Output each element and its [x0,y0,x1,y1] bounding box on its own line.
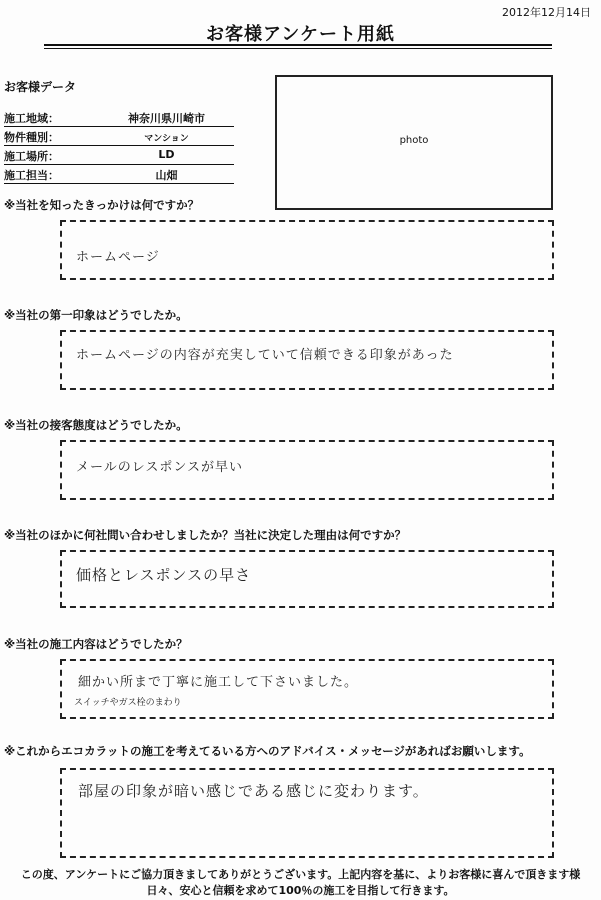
customer-data-heading: お客様データ [4,80,77,94]
answer-box-5 [60,659,554,719]
answer-box-1 [60,220,554,280]
date: 2012年12月14日 [502,6,591,19]
question-4: ※当社のほかに何社問い合わせしましたか？当社に決定した理由は何ですか？ [4,528,407,542]
answer-text-6: 部屋の印象が暗い感じである感じに変わります。 [78,782,429,800]
answer-note-5: スイッチやガス栓のまわり [74,698,182,708]
title-underline [44,44,552,46]
customer-row-place [4,146,234,165]
customer-row-property-type [4,127,234,146]
answer-box-6 [60,768,554,858]
row-value: マンション [144,134,189,144]
row-label: 施工場所： [4,150,59,163]
question-1: ※当社を知ったきっかけは何ですか？ [4,198,200,212]
answer-text-5: 細かい所まで丁寧に施工して下さいました。 [78,675,359,690]
answer-text-3: メールのレスポンスが早い [76,460,243,475]
answer-text-2: ホームページの内容が充実していて信頼できる印象があった [76,348,454,363]
row-value: 神奈川県川崎市 [128,112,205,125]
footer-line-1: この度、アンケートにご協力頂きましてありがとうございます。上記内容を基に、よりお客様に喜んで頂きます様 [20,868,581,881]
row-label: 施工担当： [4,169,59,182]
answer-box-3 [60,440,554,500]
answer-text-4: 価格とレスポンスの早さ [76,566,252,584]
question-5: ※当社の施工内容はどうでしたか？ [4,637,188,651]
footer-line-2: 日々、安心と信頼を求めて100％の施工を目指して行きます。 [146,884,455,897]
customer-row-staff [4,165,234,184]
page-title: お客様アンケート用紙 [206,24,395,45]
row-value: LD [158,148,175,161]
answer-box-2 [60,330,554,390]
photo-box [275,75,553,210]
question-2: ※当社の第一印象はどうでしたか。 [4,308,188,322]
answer-box-4 [60,550,554,608]
row-label: 施工地域： [4,112,59,125]
photo-label: photo [399,135,429,146]
row-value: 山畑 [155,169,178,182]
question-6: ※これからエコカラットの施工を考えてるいる方へのアドバイス・メッセージがあればお願いします。 [4,744,531,758]
answer-text-1: ホームページ [76,250,160,265]
row-label: 物件種別： [4,131,59,144]
customer-row-area [4,108,234,127]
title-underline-thin [44,48,552,49]
question-3: ※当社の接客態度はどうでしたか。 [4,418,188,432]
